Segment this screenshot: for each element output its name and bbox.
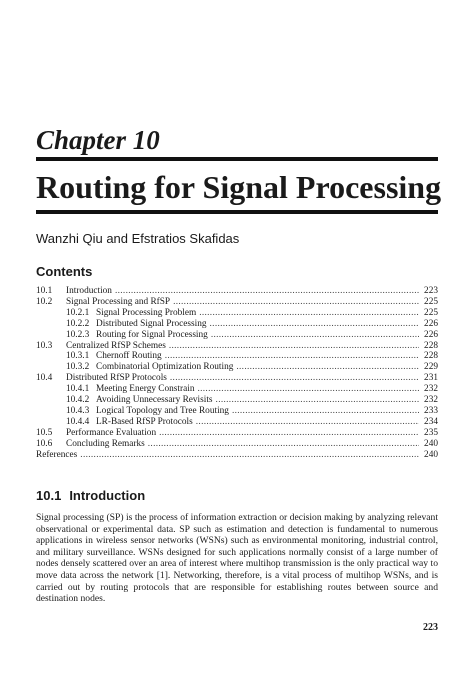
toc-entry-title: Signal Processing and RfSP <box>66 296 171 307</box>
toc-leader-dots <box>199 308 419 319</box>
toc-entry <box>36 297 438 308</box>
toc-entry <box>36 319 438 330</box>
toc-entry-number: 10.4 <box>36 373 53 384</box>
toc-leader-dots <box>210 319 419 330</box>
toc-entry-number: 10.4.4 <box>66 416 90 427</box>
toc-entry-number: 10.3 <box>36 340 53 351</box>
toc-entry <box>36 308 438 319</box>
toc-entry-number: 10.2.3 <box>66 329 90 340</box>
toc-entry <box>36 439 438 450</box>
section-number: 10.1 <box>36 488 62 503</box>
toc-entry-page: 229 <box>424 362 438 373</box>
toc-entry-page: 232 <box>424 384 438 395</box>
toc-entry-number: 10.4.2 <box>66 395 90 406</box>
toc-entry-page: 240 <box>424 438 438 449</box>
toc-entry-number: 10.6 <box>36 438 53 449</box>
toc-leader-dots <box>80 450 419 461</box>
toc-entry-title: Centralized RfSP Schemes <box>66 340 166 351</box>
toc-entry-title: Signal Processing Problem <box>96 307 197 318</box>
toc-leader-dots <box>148 439 419 450</box>
toc-leader-dots <box>169 341 419 352</box>
toc-entry-title: Introduction <box>66 286 112 296</box>
toc-leader-dots <box>165 351 419 362</box>
toc-entry <box>36 417 438 428</box>
toc-entry-title: Chernoff Routing <box>96 351 162 362</box>
toc-entry-page: 232 <box>424 395 438 406</box>
toc-entry <box>36 362 438 373</box>
toc-entry-title: Combinatorial Optimization Routing <box>96 362 234 373</box>
section-title: Introduction <box>69 488 146 503</box>
toc-entry-page: 225 <box>424 296 438 307</box>
toc-entry-page: 234 <box>424 416 438 427</box>
toc-entry-title: Concluding Remarks <box>66 438 145 449</box>
toc-entry <box>36 450 438 461</box>
toc-entry <box>36 341 438 352</box>
section-heading <box>36 488 145 504</box>
toc-entry <box>36 384 438 395</box>
title-rule-top <box>36 157 438 161</box>
toc-entry-page: 233 <box>424 405 438 416</box>
toc-leader-dots <box>196 417 419 428</box>
title-rule-bottom <box>36 210 438 214</box>
toc-entry-page: 231 <box>424 373 438 384</box>
toc-entry <box>36 330 438 341</box>
toc-entry-page: 240 <box>424 449 438 460</box>
toc-entry-number: 10.4.1 <box>66 384 90 395</box>
toc-entry-number: 10.4.3 <box>66 405 90 416</box>
toc-entry-title: Meeting Energy Constrain <box>96 384 195 395</box>
toc-entry-title: Performance Evaluation <box>66 427 157 438</box>
toc-entry <box>36 286 438 297</box>
toc-entry-title: Routing for Signal Processing <box>96 329 208 340</box>
toc-entry-page: 228 <box>424 340 438 351</box>
toc-entry-title: Logical Topology and Tree Routing <box>96 405 229 416</box>
toc-entry <box>36 395 438 406</box>
chapter-title: Routing for Signal Processing <box>36 169 442 205</box>
toc-entry <box>36 406 438 417</box>
toc-entry <box>36 351 438 362</box>
contents-heading: Contents <box>36 264 93 279</box>
table-of-contents <box>36 286 438 461</box>
toc-entry <box>36 428 438 439</box>
toc-entry <box>36 373 438 384</box>
toc-entry-number: 10.2.2 <box>66 318 90 329</box>
toc-entry-number: 10.5 <box>36 427 53 438</box>
toc-entry-number: 10.3.1 <box>66 351 90 362</box>
toc-entry-number: 10.3.2 <box>66 362 90 373</box>
toc-leader-dots <box>115 286 419 297</box>
toc-entry-page: 226 <box>424 318 438 329</box>
toc-entry-page: 226 <box>424 329 438 340</box>
toc-entry-title: Distributed RfSP Protocols <box>66 373 167 384</box>
chapter-label: Chapter 10 <box>36 125 160 155</box>
toc-leader-dots <box>232 406 419 417</box>
toc-leader-dots <box>216 395 419 406</box>
toc-entry-page: 223 <box>424 286 438 296</box>
toc-entry-page: 228 <box>424 351 438 362</box>
toc-entry-number: 10.2 <box>36 296 53 307</box>
page-number: 223 <box>423 622 438 633</box>
body-paragraph: Signal processing (SP) is the process of information extraction or decision making by analyzing relevant observational or experimental data. SP such as estimation and detection is fundamental to numerous applications in wireless sensor networks (WSNs) such as environmental monitoring, industrial control, and military surveillance. WSNs designed for such applications normally consist of a large number of nodes densely scattered over an area of interest where multihop transmission is the only practical way to move data across the network [1]. Networking, therefore, is a vital process of multihop WSNs, and is carried out by routing protocols that are responsible for establishing routes between source and destination nodes. <box>36 512 438 605</box>
toc-entry-title: Avoiding Unnecessary Revisits <box>96 395 213 406</box>
toc-entry-page: 235 <box>424 427 438 438</box>
toc-entry-number: 10.1 <box>36 286 53 296</box>
toc-entry-title: LR-Based RfSP Protocols <box>96 416 193 427</box>
toc-leader-dots <box>236 362 419 373</box>
toc-leader-dots <box>170 373 419 384</box>
toc-entry-title: Distributed Signal Processing <box>96 318 207 329</box>
toc-entry-number: 10.2.1 <box>66 307 90 318</box>
toc-leader-dots <box>173 297 419 308</box>
chapter-authors: Wanzhi Qiu and Efstratios Skafidas <box>36 231 240 246</box>
toc-entry-page: 225 <box>424 307 438 318</box>
toc-leader-dots <box>159 428 419 439</box>
toc-entry-title: References <box>36 449 78 460</box>
toc-leader-dots <box>211 330 419 341</box>
toc-leader-dots <box>197 384 419 395</box>
